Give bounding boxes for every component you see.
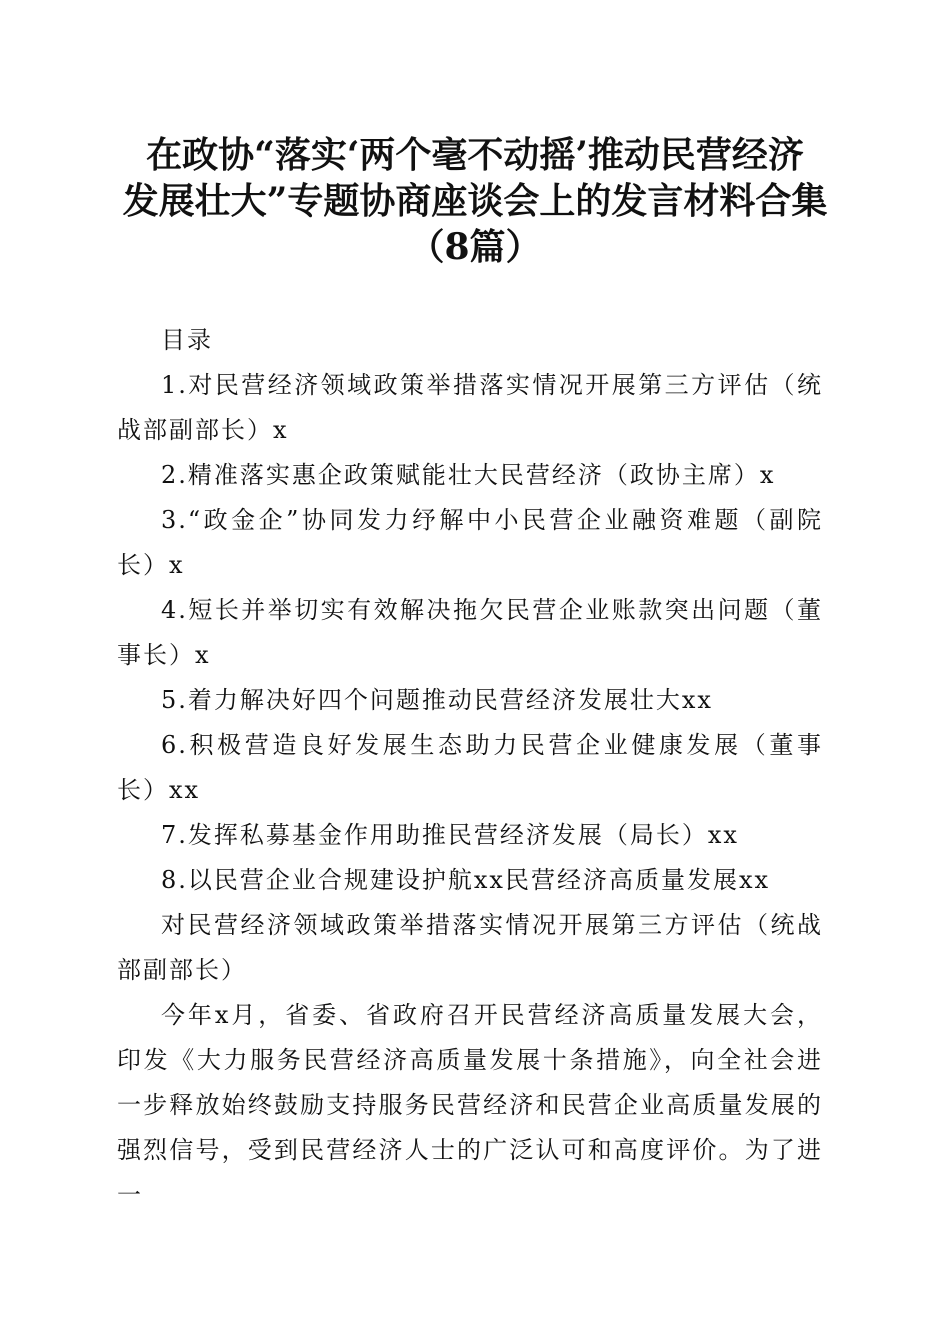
toc-item-1: 1.对民营经济领域政策举措落实情况开展第三方评估（统战部副部长）x	[117, 371, 823, 444]
document-title	[110, 132, 840, 270]
title-line-2: 发展壮大”专题协商座谈会上的发言材料合集	[122, 180, 828, 222]
toc-heading: 目录	[161, 326, 213, 354]
toc-item-8: 8.以民营企业合规建设护航xx民营经济高质量发展xx	[161, 866, 771, 894]
toc-item-2: 2.精准落实惠企政策赋能壮大民营经济（政协主席）x	[161, 461, 776, 489]
body-paragraph: 今年x月，省委、省政府召开民营经济高质量发展大会，印发《大力服务民营经济高质量发展十条措施》，向全社会进一步释放始终鼓励支持服务民营经济和民营企业高质量发展的强烈信号，受到民营经济人士的广泛认可和高度评价。为了进一	[117, 1001, 823, 1209]
toc-item-3: 3.“政金企”协同发力纾解中小民营企业融资难题（副院长）x	[117, 506, 823, 579]
title-line-3: （8篇）	[408, 226, 542, 268]
section-heading: 对民营经济领域政策举措落实情况开展第三方评估（统战部副部长）	[117, 911, 823, 984]
toc-item-5: 5.着力解决好四个问题推动民营经济发展壮大xx	[161, 686, 713, 714]
title-line-1: 在政协“落实‘两个毫不动摇’推动民营经济	[146, 134, 804, 176]
document-body	[117, 318, 823, 1218]
toc-item-4: 4.短长并举切实有效解决拖欠民营企业账款突出问题（董事长）x	[117, 596, 823, 669]
toc-item-6: 6.积极营造良好发展生态助力民营企业健康发展（董事长）xx	[117, 731, 823, 804]
toc-item-7: 7.发挥私募基金作用助推民营经济发展（局长）xx	[161, 821, 739, 849]
